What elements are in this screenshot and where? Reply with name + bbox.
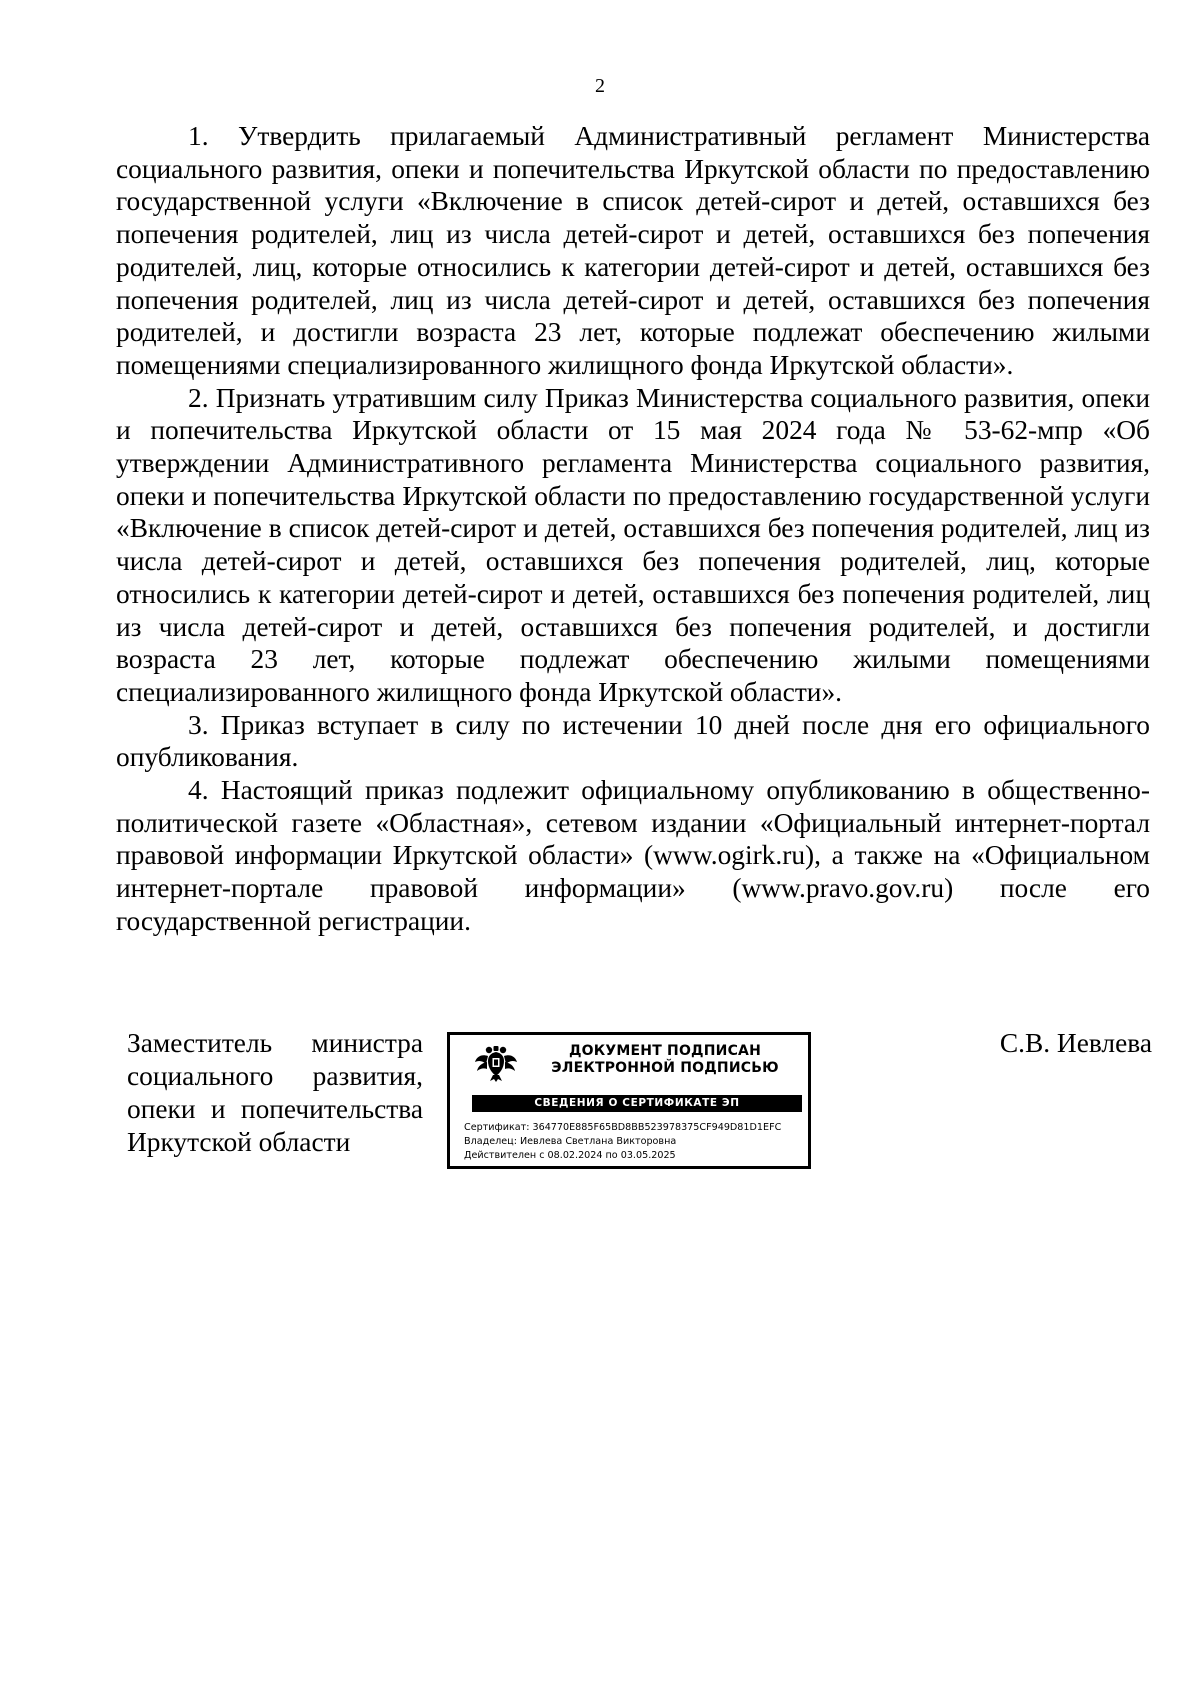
certificate-validity: Действителен с 08.02.2024 по 03.05.2025: [464, 1150, 676, 1161]
order-body: [116, 120, 1150, 938]
stamp-title-line: ЭЛЕКТРОННОЙ ПОДПИСЬЮ: [551, 1060, 779, 1076]
certificate-header: СВЕДЕНИЯ О СЕРТИФИКАТЕ ЭП: [472, 1095, 802, 1112]
signer-position-line: Иркутской области: [127, 1127, 351, 1157]
certificate-number: Сертификат: 364770E885F65BD8BB523978375CF949D81D1EFC: [464, 1122, 782, 1133]
signer-position-line: опеки и попечительства: [127, 1094, 423, 1124]
signer-position: [127, 1027, 423, 1159]
coat-of-arms-icon: [474, 1043, 518, 1083]
electronic-signature-stamp: [447, 1032, 811, 1169]
page-number: 2: [595, 75, 605, 97]
paragraph-3: 3. Приказ вступает в силу по истечении 10 дней после дня его официального опубликования.: [116, 709, 1150, 773]
signer-name: С.В. Иевлева: [999, 1028, 1152, 1058]
stamp-title: [530, 1043, 800, 1077]
certificate-details: [464, 1121, 804, 1163]
certificate-owner: Владелец: Иевлева Светлана Викторовна: [464, 1136, 677, 1147]
stamp-title-line: ДОКУМЕНТ ПОДПИСАН: [569, 1043, 761, 1059]
paragraph-2: 2. Признать утратившим силу Приказ Министерства социального развития, опеки и попечительства Иркутской области от 15 мая 2024 года № 53-62-мпр «Об утверждении Административного регламента Министерства социального развития, опеки и попечительства Иркутской области по предоставлению государственной услуги «Включение в список детей-сирот и детей, оставшихся без попечения родителей, лиц из числа детей-сирот и детей, оставшихся без попечения родителей, лиц, которые относились к категории детей-сирот и детей, оставшихся без попечения родителей, лиц из числа детей-сирот и детей, оставшихся без попечения родителей, и достигли возраста 23 лет, которые подлежат обеспечению жилыми помещениями специализированного жилищного фонда Иркутской области».: [116, 382, 1150, 707]
signature-block: [0, 1027, 1200, 1177]
paragraph-4: 4. Настоящий приказ подлежит официальному опубликованию в общественно-политической газете «Областная», сетевом издании «Официальный интернет-портал правовой информации Иркутской области» (www.ogirk.ru), а также на «Официальном интернет-портале правовой информации» (www.pravo.gov.ru) после его государственной регистрации.: [116, 775, 1150, 936]
signer-position-line: социального развития,: [127, 1061, 423, 1091]
signer-position-line: Заместитель министра: [127, 1028, 423, 1058]
paragraph-1: 1. Утвердить прилагаемый Административный регламент Министерства социального развития, опеки и попечительства Иркутской области по предоставлению государственной услуги «Включение в список детей-сирот и детей, оставшихся без попечения родителей, лиц из числа детей-сирот и детей, оставшихся без попечения родителей, лиц, которые относились к категории детей-сирот и детей, оставшихся без попечения родителей, лиц из числа детей-сирот и детей, оставшихся без попечения родителей, и достигли возраста 23 лет, которые подлежат обеспечению жилыми помещениями специализированного жилищного фонда Иркутской области».: [116, 121, 1150, 380]
